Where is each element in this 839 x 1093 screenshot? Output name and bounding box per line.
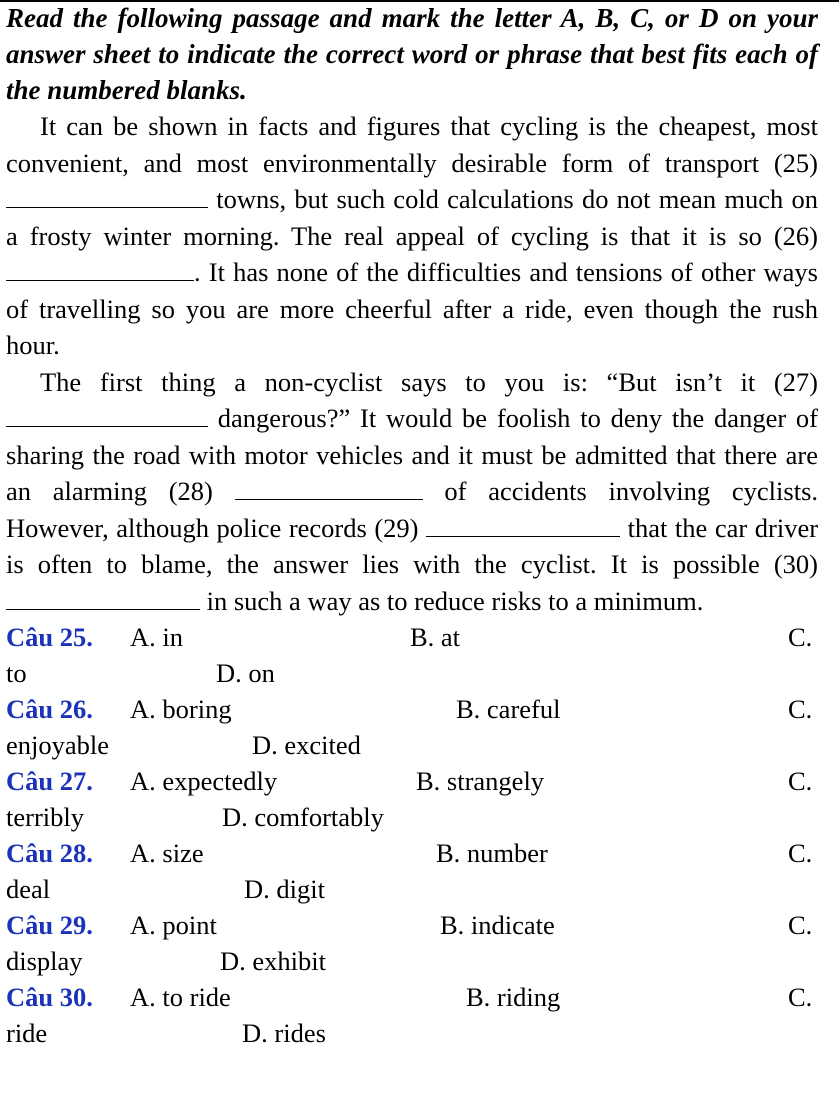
option-c[interactable]: C. [788, 838, 813, 868]
passage-paragraph-2 [6, 364, 818, 620]
passage-text: It can be shown in facts and figures that cycling is the cheapest, most convenient, and most environmentally desirable form of transport (25) [6, 111, 818, 178]
option-a[interactable]: A. to ride [130, 982, 231, 1012]
question-label: Câu 27. [6, 766, 93, 796]
option-d[interactable]: D. on [216, 658, 275, 688]
option-c[interactable]: C. [788, 622, 813, 652]
question-label: Câu 26. [6, 694, 93, 724]
option-a[interactable]: A. point [130, 910, 217, 940]
option-d[interactable]: D. rides [242, 1018, 326, 1048]
option-a[interactable]: A. boring [130, 694, 232, 724]
option-c[interactable]: C. [788, 766, 813, 796]
question-26 [6, 691, 818, 763]
option-b[interactable]: B. strangely [416, 766, 545, 796]
option-c[interactable]: C. [788, 910, 813, 940]
blank-30 [6, 587, 200, 610]
instruction-text: Read the following passage and mark the letter A, B, C, or D on your answer sheet to indicate the correct word or phrase that best fits each of the numbered blanks. [6, 3, 818, 105]
option-c-text[interactable]: terribly [6, 802, 84, 832]
blank-28 [235, 477, 423, 500]
blank-26 [6, 258, 194, 281]
question-29 [6, 907, 818, 979]
option-c-text[interactable]: ride [6, 1018, 48, 1048]
option-c-text[interactable]: deal [6, 874, 51, 904]
option-b[interactable]: B. careful [456, 694, 561, 724]
blank-29 [426, 514, 620, 537]
option-c-text[interactable]: to [6, 658, 27, 688]
exam-page [6, 0, 818, 1051]
option-b[interactable]: B. number [436, 838, 548, 868]
passage-text: in such a way as to reduce risks to a minimum. [206, 585, 704, 616]
passage-text: towns, but such cold calculations do not mean much on a frosty winter morning. The real appeal of cycling is that it is so (26) [6, 184, 818, 251]
question-label: Câu 30. [6, 982, 93, 1012]
passage-text: dangerous?” It would be foolish to deny the danger of sharing the road with motor vehicles and it must be admitted that there are an alarming (28) [6, 403, 819, 506]
passage-text: that the car driver is often to blame, the answer lies with the cyclist. It is possible (30) [6, 512, 819, 579]
option-a[interactable]: A. size [130, 838, 204, 868]
blank-25 [6, 185, 208, 208]
option-d[interactable]: D. exhibit [220, 946, 326, 976]
question-label: Câu 29. [6, 910, 93, 940]
option-c[interactable]: C. [788, 694, 813, 724]
passage-text: The first thing a non-cyclist says to you is: “But isn’t it (27) [40, 366, 818, 397]
passage-text: of accidents involving cyclists. However, although police records (29) [6, 476, 819, 543]
passage-paragraph-1 [6, 108, 818, 364]
question-label: Câu 25. [6, 622, 93, 652]
question-30 [6, 979, 818, 1051]
option-d[interactable]: D. comfortably [222, 802, 384, 832]
option-b[interactable]: B. riding [466, 982, 561, 1012]
option-d[interactable]: D. excited [252, 730, 361, 760]
blank-27 [6, 404, 208, 427]
question-25 [6, 619, 818, 691]
question-27 [6, 763, 818, 835]
passage-text: . It has none of the difficulties and tensions of other ways of travelling so you are more cheerful after a ride, even though the rush hour. [6, 257, 818, 360]
option-b[interactable]: B. indicate [440, 910, 555, 940]
option-d[interactable]: D. digit [244, 874, 325, 904]
question-28 [6, 835, 818, 907]
option-b[interactable]: B. at [410, 622, 461, 652]
option-a[interactable]: A. expectedly [130, 766, 278, 796]
option-c-text[interactable]: enjoyable [6, 730, 110, 760]
option-c[interactable]: C. [788, 982, 813, 1012]
option-a[interactable]: A. in [130, 622, 183, 652]
option-c-text[interactable]: display [6, 946, 83, 976]
question-label: Câu 28. [6, 838, 93, 868]
